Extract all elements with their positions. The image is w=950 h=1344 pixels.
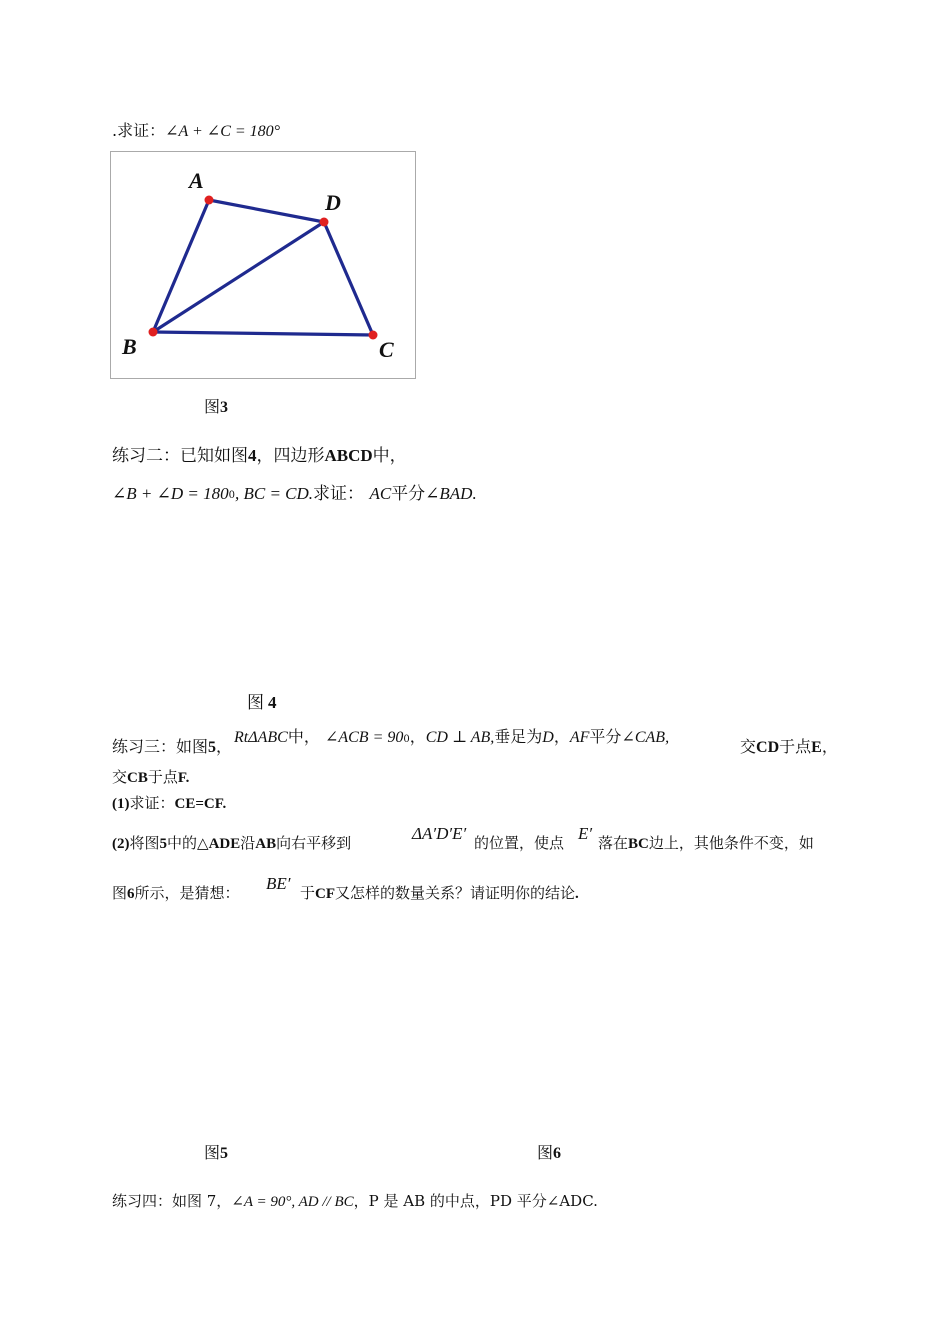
degree-mark: 0: [403, 734, 410, 745]
point-c: [369, 331, 378, 340]
q2-triangle-prime: ΔA′D′E′: [412, 824, 467, 843]
caption-num: 6: [553, 1145, 562, 1162]
point-a: [205, 196, 214, 205]
ex3-d: D: [542, 729, 554, 746]
figure-3: [110, 151, 416, 379]
figure-3-caption: [204, 394, 228, 417]
ex2-zhong: 中，: [372, 446, 407, 466]
q1-prove: 求证：: [129, 794, 175, 812]
q3-cf: CF: [315, 886, 336, 902]
ex3-comma3: ，: [553, 727, 570, 746]
quadrilateral-edges: [153, 200, 373, 335]
q2-end: [598, 832, 814, 853]
ex3-e: E: [811, 739, 822, 756]
q1-equation: CE=CF.: [174, 796, 227, 812]
q2-e-prime: E′: [578, 824, 593, 843]
caption-num: 3: [220, 399, 229, 416]
caption-num: 5: [220, 1145, 229, 1162]
ex4-title: 练习四：如图 7，: [112, 1192, 232, 1210]
quadrilateral-diagram: [111, 152, 415, 378]
diagonal-bd: [153, 222, 324, 332]
caption-prefix: 图: [204, 397, 221, 416]
q2-number: (2): [112, 836, 130, 852]
exercise-3-line1: [112, 726, 852, 756]
label-d: D: [325, 190, 341, 215]
point-b: [149, 328, 158, 337]
exercise-3-q1: [112, 792, 226, 813]
edge-ad: [209, 200, 324, 222]
q3-b: 所示，是猜想：: [134, 884, 240, 902]
ex3-foot: 垂足为: [494, 727, 543, 746]
caption-num: 4: [268, 693, 277, 712]
ex3-jiao: 交: [740, 737, 757, 756]
ex3-angle-acb: ∠ACB = 90: [324, 729, 404, 746]
ex3-zhong: 中，: [287, 727, 320, 746]
q2-a: 将图: [129, 834, 160, 852]
ex3-line2-jiao: 交: [112, 768, 128, 786]
q3-fig: 6: [127, 886, 135, 902]
label-c: C: [379, 337, 394, 362]
ex3-cd2: CD: [756, 739, 780, 756]
ex3-rt-triangle: RtΔABC: [234, 729, 288, 746]
ex3-bisect: 平分: [589, 727, 622, 746]
caption-prefix: 图: [247, 693, 264, 713]
caption-prefix: 图: [204, 1143, 221, 1162]
q3-start: [112, 882, 240, 903]
point-d: [320, 218, 329, 227]
q3-end: [300, 882, 579, 903]
q3-c: 于: [300, 884, 316, 902]
ex2-ac: AC: [369, 484, 392, 503]
ex3-yudian: 于点: [779, 737, 812, 756]
ex3-fig-num: 5: [208, 739, 217, 756]
edge-bc: [153, 332, 373, 335]
ex2-title-text: 练习二：已知如图: [112, 446, 248, 466]
ex2-abcd: ABCD: [324, 446, 373, 465]
q2-ade: ADE: [208, 836, 241, 852]
ex3-comma2: ，: [409, 727, 426, 746]
q2-c: 沿: [240, 834, 256, 852]
q2-start: [112, 832, 351, 853]
figure-4-caption: [247, 688, 277, 713]
ex2-angle-sum: ∠B + ∠D = 180: [112, 484, 229, 503]
ex3-line2-f: F.: [177, 770, 190, 786]
prove-label: .求证：: [112, 121, 166, 140]
angle-sum-formula: ∠A + ∠C = 180°: [165, 123, 281, 140]
ex3-tail: [740, 734, 838, 757]
exercise-2-condition: [112, 479, 477, 504]
label-b: B: [122, 334, 137, 359]
ex3-end-comma: ，: [821, 737, 838, 756]
q2-e: 的位置，使点: [474, 834, 565, 852]
q2-bc: BC: [628, 836, 649, 852]
exercise-4: [112, 1190, 598, 1211]
ex3-math-segment: [234, 724, 669, 747]
exercise-2-title: [112, 441, 407, 466]
q2-fig: 5: [159, 836, 168, 852]
ex3-title-text: 练习三：如图: [112, 737, 209, 756]
ex2-bc-cd: , BC = CD.: [234, 484, 314, 503]
q1-number: (1): [112, 796, 130, 812]
ex2-angle-bad: ∠BAD.: [425, 484, 477, 503]
q2-f: 落在: [598, 834, 629, 852]
ex3-title: [112, 734, 232, 757]
q2-b: 中的△: [167, 834, 209, 852]
ex3-line2-yudian: 于点: [147, 768, 178, 786]
ex3-af: AF: [569, 729, 590, 746]
exercise-3-q2: [112, 824, 852, 850]
proof-statement-line: [112, 118, 280, 141]
degree-mark: 0: [228, 490, 235, 501]
ex3-cd-perp: CD ⊥ AB,: [425, 729, 495, 746]
q3-be-prime: BE′: [266, 874, 291, 893]
ex3-angle-cab: ∠CAB,: [621, 729, 670, 746]
ex3-comma: ，: [216, 737, 233, 756]
label-a: A: [189, 168, 204, 193]
ex2-rest: ，四边形: [256, 446, 325, 466]
q2-ab: AB: [255, 836, 277, 852]
ex2-prove: 求证：: [313, 484, 365, 504]
ex4-math: ∠A = 90°, AD // BC: [231, 1194, 354, 1210]
ex3-line2-cb: CB: [127, 770, 148, 786]
ex4-rest: ，P 是 AB 的中点，PD 平分∠ADC.: [353, 1192, 598, 1210]
q3-dot: .: [575, 886, 579, 902]
q3-d: 又怎样的数量关系？请证明你的结论: [335, 884, 576, 902]
ex2-bisect: 平分: [391, 484, 426, 504]
figure-6-caption: [537, 1140, 561, 1163]
q2-g: 边上，其他条件不变，如: [648, 834, 814, 852]
figure-5-caption: [204, 1140, 228, 1163]
edge-dc: [324, 222, 373, 335]
exercise-3-q2-cont: [112, 874, 852, 900]
q3-a: 图: [112, 884, 128, 902]
caption-prefix: 图: [537, 1143, 554, 1162]
ex2-fig-num: 4: [248, 446, 257, 465]
exercise-3-line2: [112, 766, 189, 787]
q2-d: 向右平移到: [276, 834, 352, 852]
